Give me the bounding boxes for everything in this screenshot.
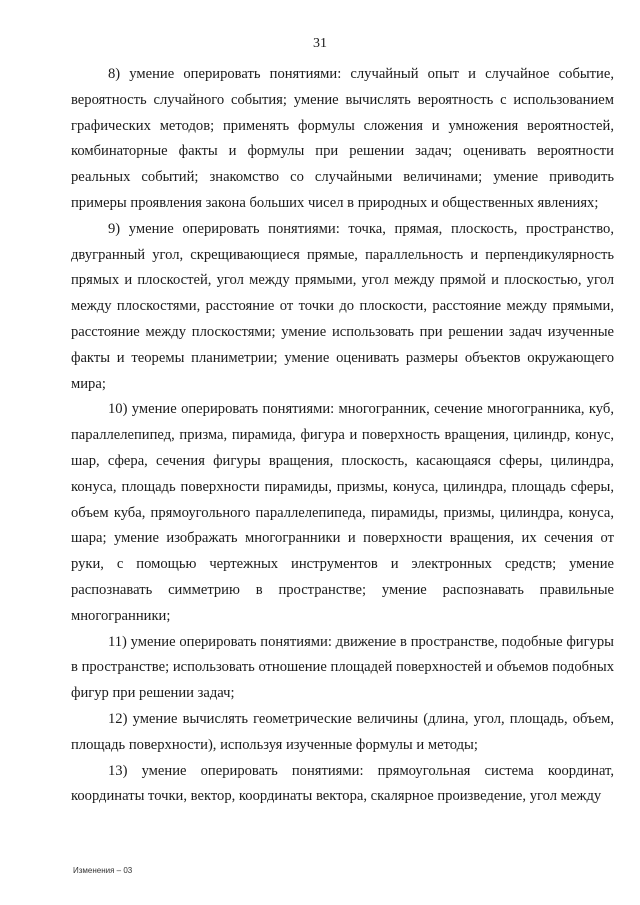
paragraph-item-12: 12) умение вычислять геометрические величины (длина, угол, площадь, объем, площадь поверхности), используя изученные формулы и методы; xyxy=(71,710,614,753)
paragraph-item-9: 9) умение оперировать понятиями: точка, прямая, плоскость, пространство, двугранный угол, скрещивающиеся прямые, параллельность и перпендикулярность прямых и плоскостей, угол между прямыми, угол между прямой и плоскостью, угол между плоскостями, расстояние от точки до плоскости, расстояние между прямыми, расстояние между плоскостями; умение использовать при решении задач изученные факты и теоремы планиметрии; умение оценивать размеры объектов окружающего мира; xyxy=(71,220,614,392)
paragraph-item-13: 13) умение оперировать понятиями: прямоугольная система координат, координаты точки, вектор, координаты вектора, скалярное произведение, угол между xyxy=(71,762,614,805)
body-text xyxy=(71,62,614,810)
paragraph-item-10: 10) умение оперировать понятиями: многогранник, сечение многогранника, куб, параллелепипед, призма, пирамида, фигура и поверхность вращения, цилиндр, конус, шар, сфера, сечения фигуры вращения, плоскость, касающаяся сферы, цилиндра, конуса, площадь поверхности пирамиды, призмы, конуса, цилиндра, площадь сферы, объем куба, прямоугольного параллелепипеда, пирамиды, призмы, цилиндра, конуса, шара; умение изображать многогранники и поверхности вращения, их сечения от руки, с помощью чертежных инструментов и электронных средств; умение распознавать симметрию в пространстве; умение распознавать правильные многогранники; xyxy=(71,401,614,624)
footer-revision-note: Изменения – 03 xyxy=(73,866,133,875)
page-number: 31 xyxy=(313,36,327,51)
paragraph-item-8: 8) умение оперировать понятиями: случайный опыт и случайное событие, вероятность случайного события; умение вычислять вероятность с использованием графических методов; применять формулы сложения и умножения вероятностей, комбинаторные факты и формулы при решении задач; оценивать вероятности реальных событий; знакомство со случайными величинами; умение приводить примеры проявления закона больших чисел в природных и общественных явлениях; xyxy=(71,66,614,211)
paragraph-item-11: 11) умение оперировать понятиями: движение в пространстве, подобные фигуры в пространстве; использовать отношение площадей поверхностей и объемов подобных фигур при решении задач; xyxy=(71,633,614,702)
